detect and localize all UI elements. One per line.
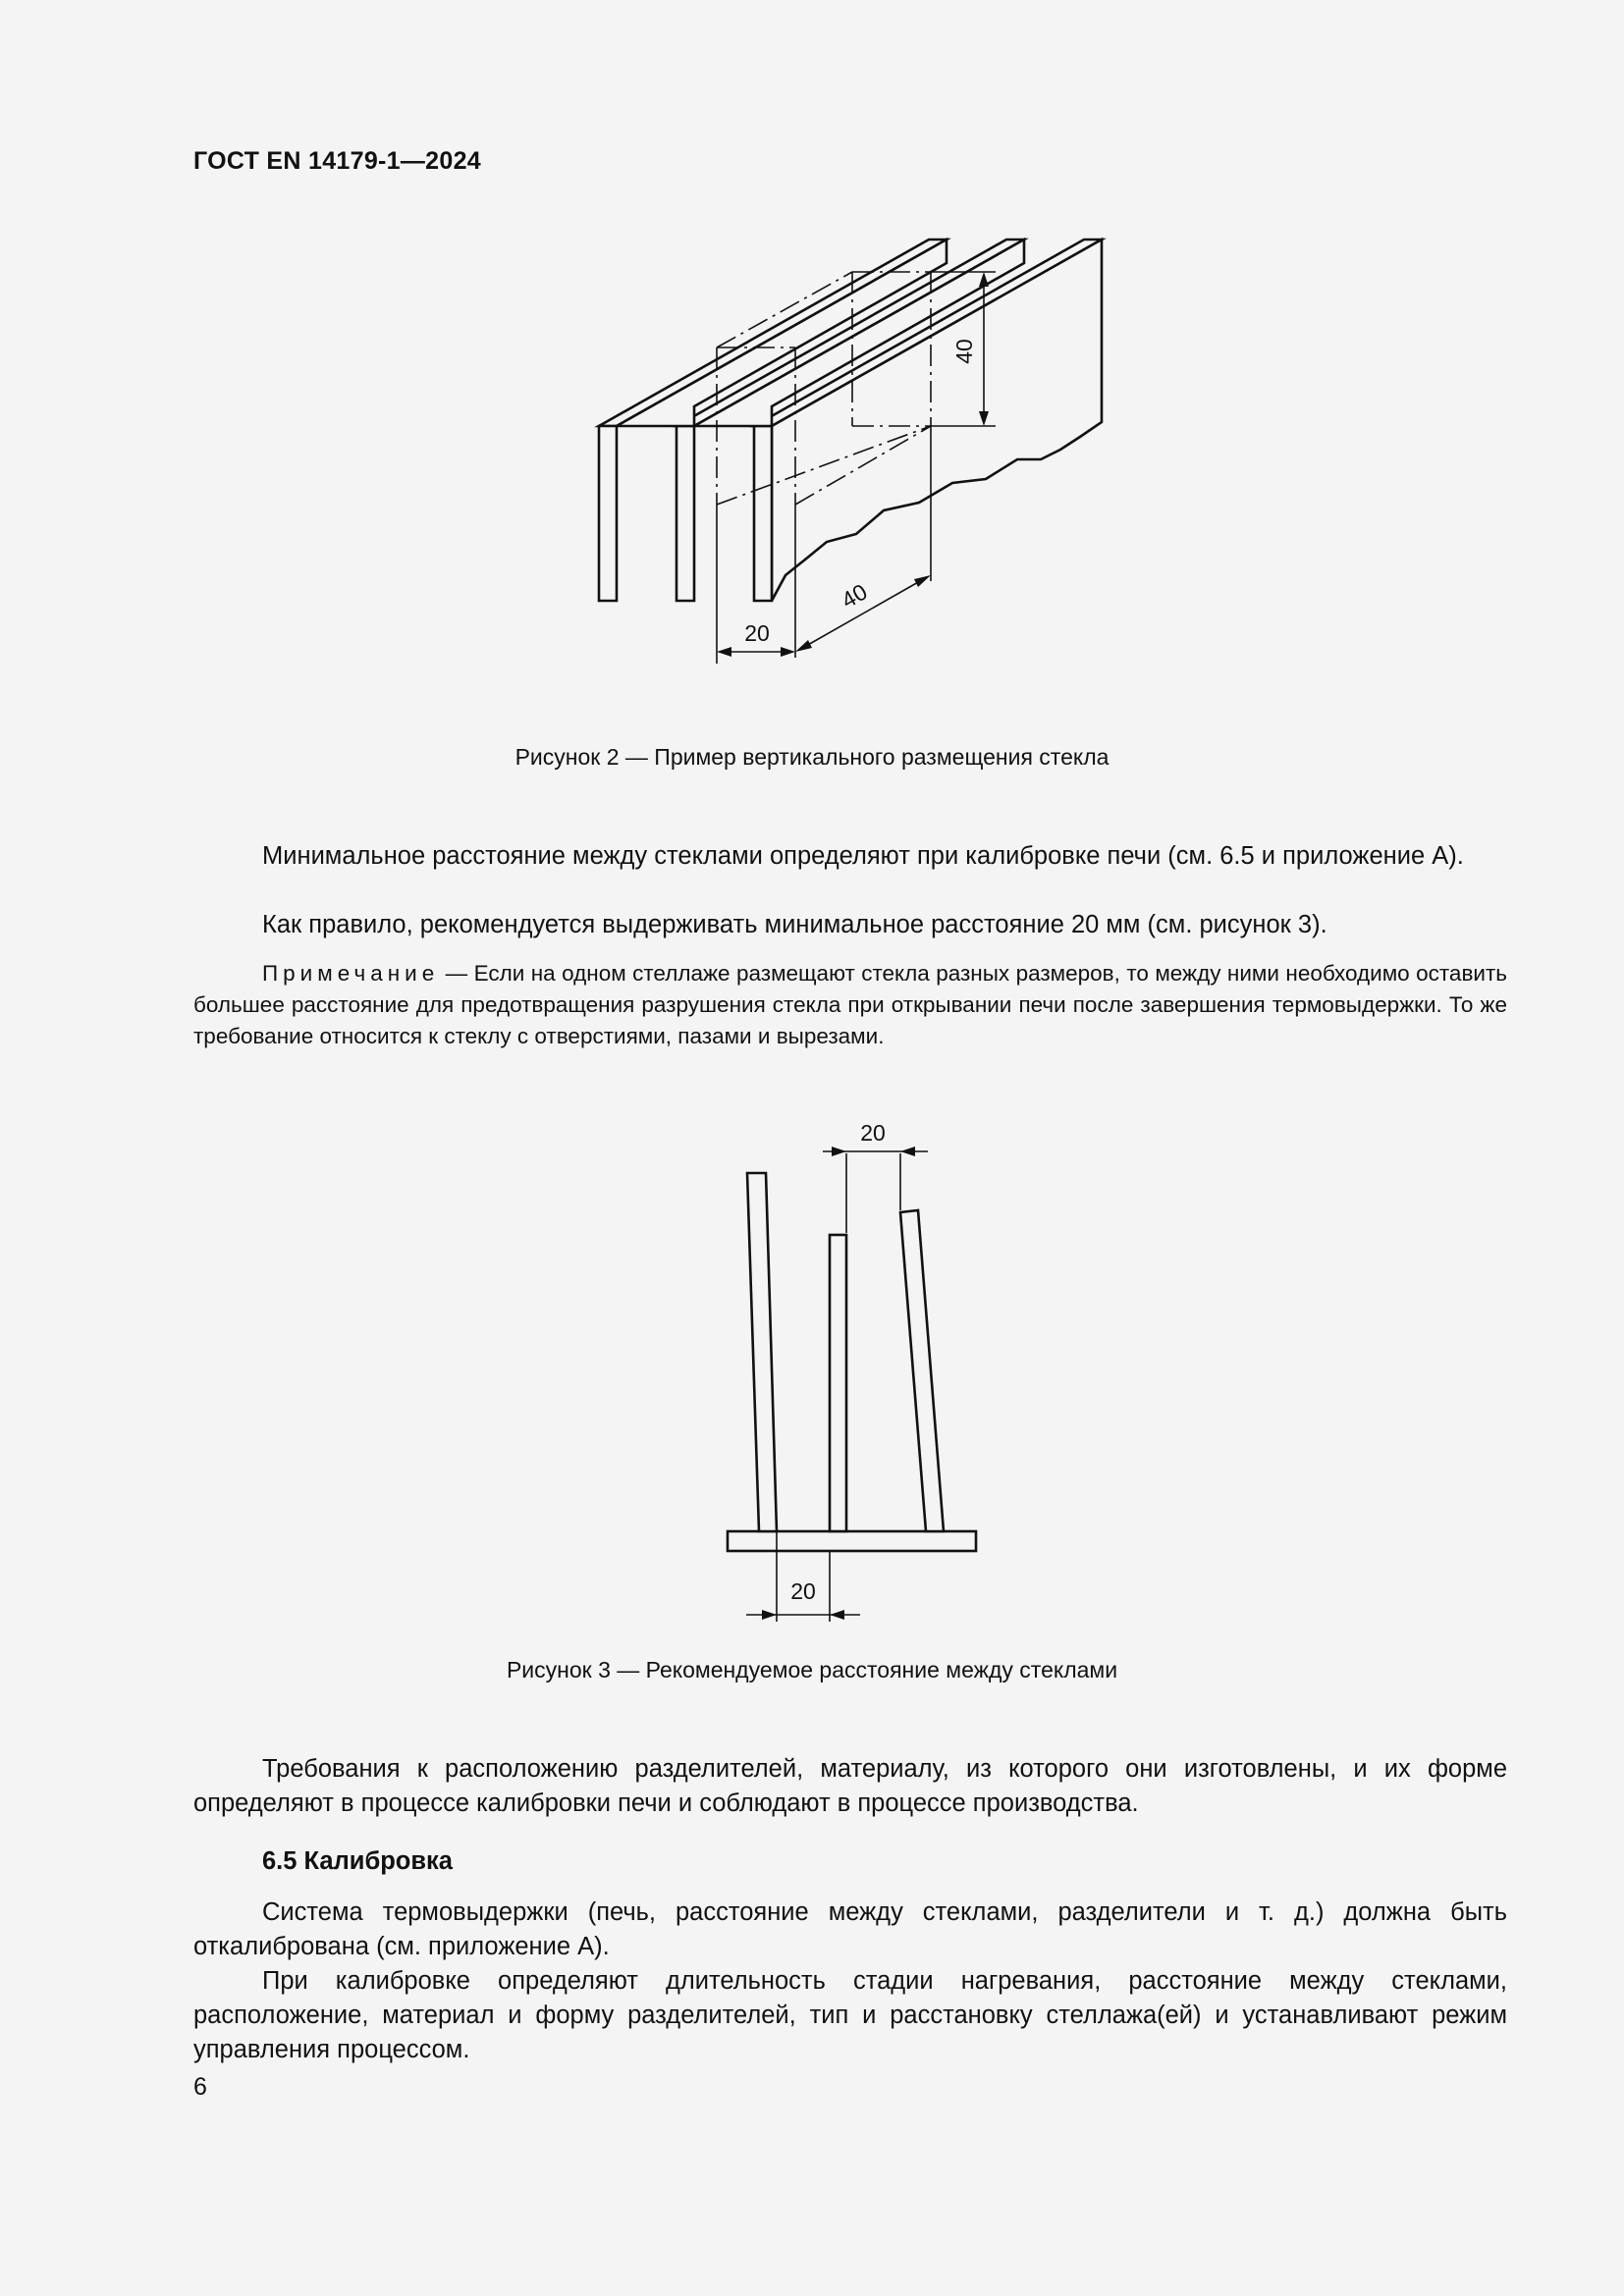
figure-2-caption: Рисунок 2 — Пример вертикального размещения стекла bbox=[514, 744, 1110, 770]
paragraph-calibration-system: Система термовыдержки (печь, расстояние между стеклами, разделители и т. д.) должна быть откалибрована (см. приложение А). bbox=[193, 1898, 1507, 1960]
dim-label-top: 20 bbox=[860, 1120, 886, 1146]
note-label: Примечание bbox=[262, 961, 440, 986]
paragraph-calibration-details: При калибровке определяют длительность стадии нагревания, расстояние между стеклами, расположение, материал и форму разделителей, тип и расстановку стеллажа(ей) и устанавливают режим управления процессом. bbox=[193, 1967, 1507, 2063]
rack-base bbox=[728, 1531, 976, 1551]
figure-3-drawing bbox=[717, 1114, 992, 1625]
glass-sheet-center bbox=[830, 1235, 846, 1531]
glass-sheet-right bbox=[900, 1210, 944, 1531]
glass-sheet-left bbox=[747, 1173, 777, 1531]
dim-label-vertical: 40 bbox=[951, 339, 977, 364]
paragraph-separators: Требования к расположению разделителей, материалу, из которого они изготовлены, и их форме определяют в процессе калибровки печи и соблюдают в процессе производства. bbox=[193, 1755, 1507, 1817]
section-heading-calibration: 6.5 Калибровка bbox=[262, 1847, 453, 1875]
page-number: 6 bbox=[193, 2073, 207, 2101]
document-code-header: ГОСТ EN 14179-1—2024 bbox=[193, 147, 481, 175]
figure-3-caption: Рисунок 3 — Рекомендуемое расстояние между стеклами bbox=[506, 1657, 1118, 1682]
paragraph-min-distance: Минимальное расстояние между стеклами определяют при калибровке печи (см. 6.5 и приложение А). bbox=[262, 842, 1464, 870]
dim-label-gap: 20 bbox=[744, 620, 770, 646]
note-text: — Если на одном стеллаже размещают стекла разных размеров, то между ними необходимо оставить большее расстояние для предотвращения разрушения стекла при открывании печи после завершения термовыдержки. То же требование относится к стеклу с отверстиями, пазами и вырезами. bbox=[193, 961, 1507, 1048]
note-block bbox=[193, 958, 1507, 1052]
paragraph-recommended-distance: Как правило, рекомендуется выдерживать минимальное расстояние 20 мм (см. рисунок 3). bbox=[262, 911, 1327, 938]
dim-label-depth: 40 bbox=[837, 578, 872, 614]
figure-2-drawing bbox=[550, 226, 1159, 687]
dim-label-bottom: 20 bbox=[790, 1578, 816, 1604]
